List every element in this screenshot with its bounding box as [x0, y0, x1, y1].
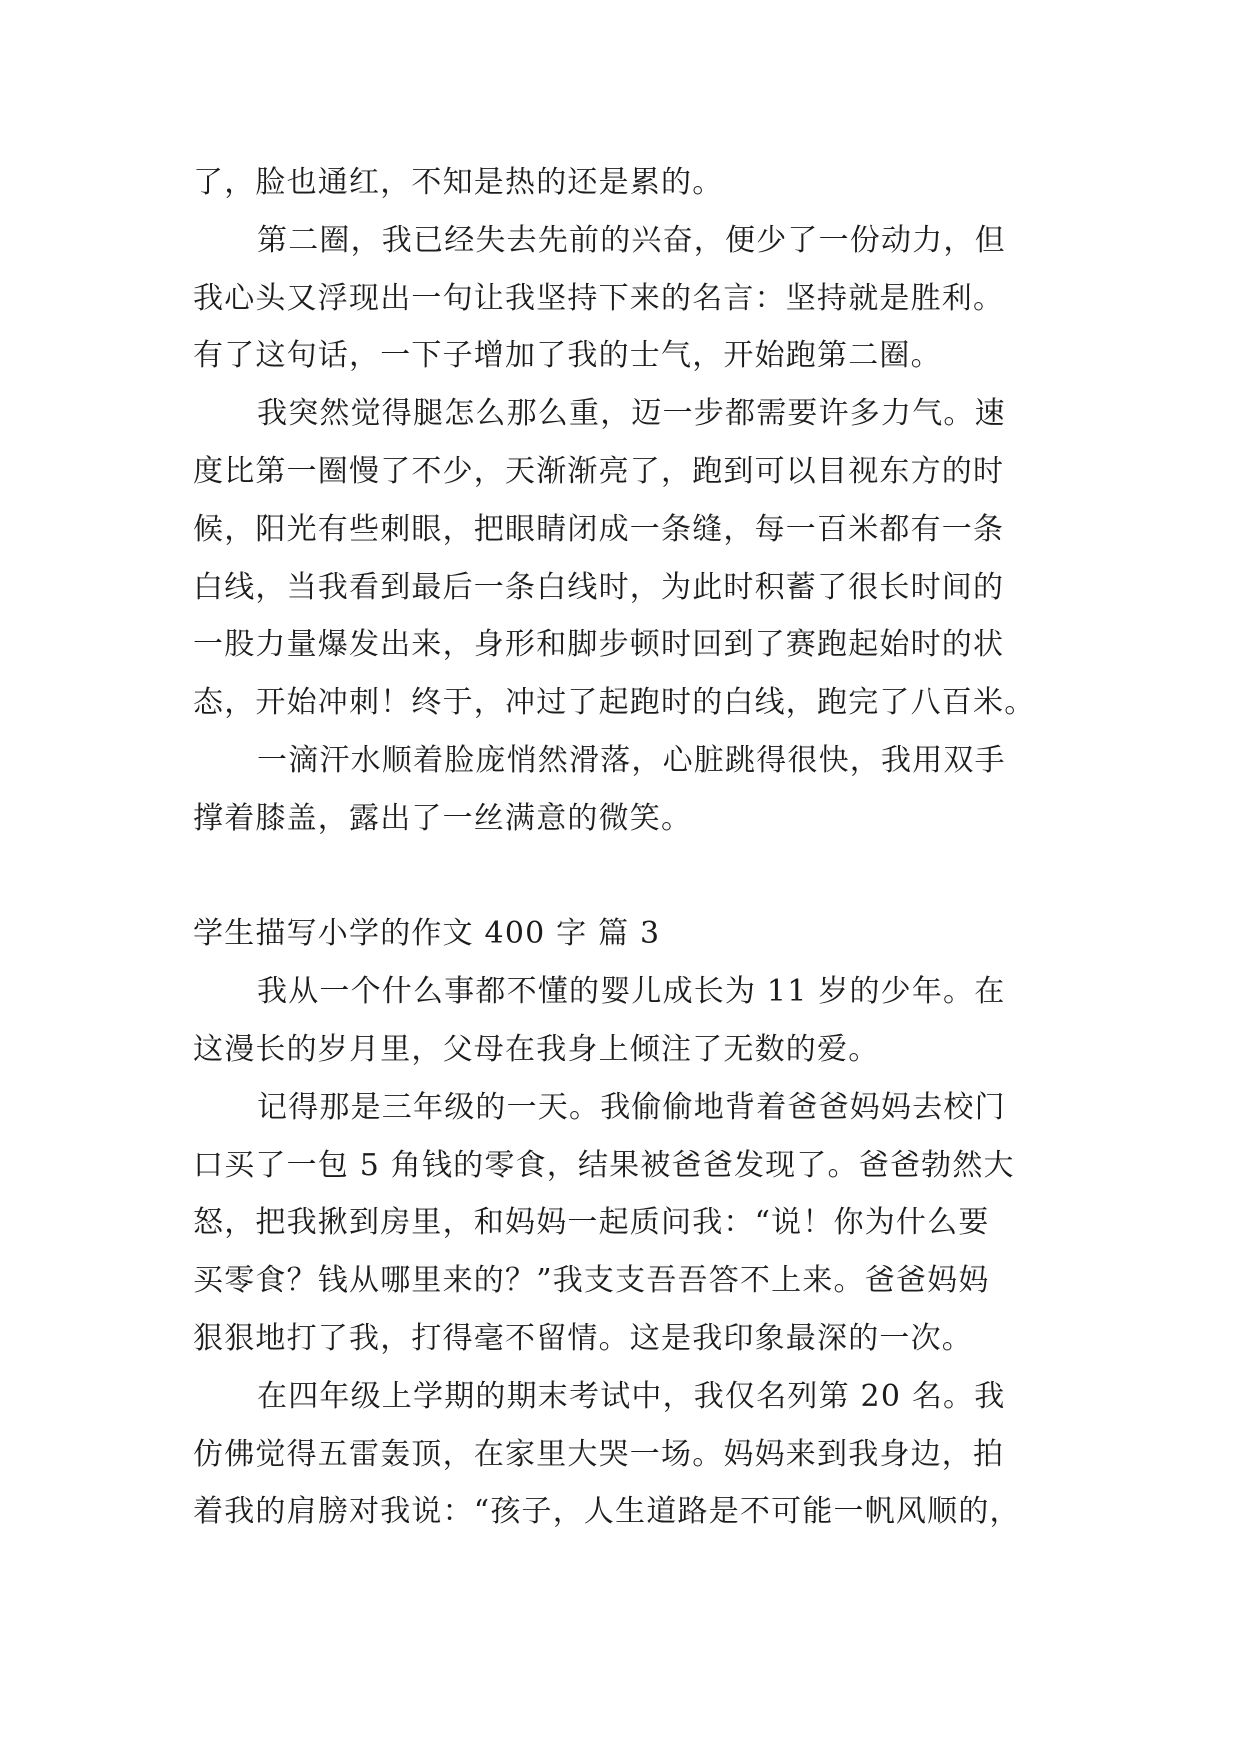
text-line: 候，阳光有些刺眼，把眼睛闭成一条缝，每一百米都有一条 — [193, 511, 1005, 547]
paragraph-start-line: 我从一个什么事都不懂的婴儿成长为 11 岁的少年。在 — [257, 974, 1006, 1010]
text-line: 我心头又浮现出一句让我坚持下来的名言：坚持就是胜利。 — [193, 280, 1005, 316]
text-line: 买零食？钱从哪里来的？”我支支吾吾答不上来。爸爸妈妈 — [193, 1263, 990, 1299]
paragraph-start-line: 第二圈，我已经失去先前的兴奋，便少了一份动力，但 — [257, 222, 1006, 258]
paragraph-start-line: 记得那是三年级的一天。我偷偷地背着爸爸妈妈去校门 — [257, 1089, 1006, 1125]
section-spacer — [193, 848, 1063, 906]
text-line: 白线，当我看到最后一条白线时，为此时积蓄了很长时间的 — [193, 569, 1005, 605]
section-heading: 学生描写小学的作文 400 字 篇 3 — [193, 916, 661, 952]
document-body — [193, 154, 1063, 1541]
text-line: 有了这句话，一下子增加了我的士气，开始跑第二圈。 — [193, 338, 942, 374]
text-line: 了，脸也通红，不知是热的还是累的。 — [193, 165, 724, 200]
paragraph-start-line: 在四年级上学期的期末考试中，我仅名列第 20 名。我 — [257, 1378, 1006, 1414]
paragraph-start-line: 一滴汗水顺着脸庞悄然滑落，心脏跳得很快，我用双手 — [257, 742, 1006, 778]
paragraph-start-line: 我突然觉得腿怎么那么重，迈一步都需要许多力气。速 — [257, 396, 1006, 432]
text-line: 口买了一包 5 角钱的零食，结果被爸爸发现了。爸爸勃然大 — [193, 1147, 1015, 1183]
text-line: 态，开始冲刺！终于，冲过了起跑时的白线，跑完了八百米。 — [193, 685, 1036, 721]
text-line: 仿佛觉得五雷轰顶，在家里大哭一场。妈妈来到我身边，拍 — [193, 1436, 1005, 1472]
text-line: 度比第一圈慢了不少，天渐渐亮了，跑到可以目视东方的时 — [193, 453, 1005, 489]
text-line: 一股力量爆发出来，身形和脚步顿时回到了赛跑起始时的状 — [193, 627, 1005, 663]
text-line: 撑着膝盖，露出了一丝满意的微笑。 — [193, 800, 693, 836]
text-line: 狠狠地打了我，打得毫不留情。这是我印象最深的一次。 — [193, 1320, 973, 1356]
text-line: 这漫长的岁月里，父母在我身上倾注了无数的爱。 — [193, 1031, 880, 1067]
text-line: 着我的肩膀对我说：“孩子，人生道路是不可能一帆风顺的， — [193, 1494, 1021, 1530]
text-line: 怒，把我揪到房里，和妈妈一起质问我：“说！你为什么要 — [193, 1205, 990, 1241]
